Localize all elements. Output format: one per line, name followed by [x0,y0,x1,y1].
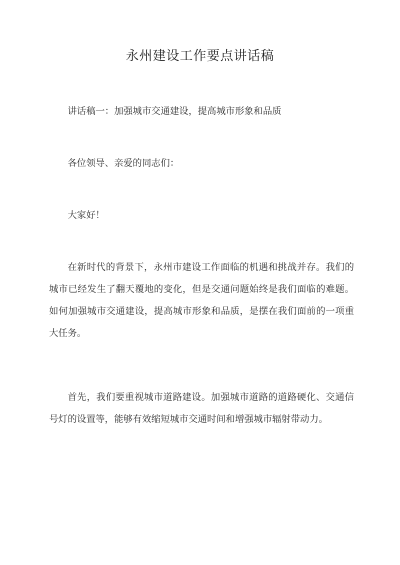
salutation-paragraph: 各位领导、亲爱的同志们： [67,158,180,169]
speech-heading-paragraph: 讲话稿一：加强城市交通建设，提高城市形象和品质 [67,106,282,117]
body-paragraph-intro: 在新时代的背景下，永州市建设工作面临的机遇和挑战并存。我们的城市已经发生了翻天覆地的变化，但是交通问题始终是我们面临的难题。如何加强城市交通建设，提高城市形象和品质，是摆在我们面前的一项重大任务。 [49,262,354,339]
document-title: 永州建设工作要点讲话稿 [125,49,275,64]
body-paragraph-roads: 首先，我们要重视城市道路建设。加强城市道路的道路硬化、交通信号灯的设置等，能够有效缩短城市交通时间和增强城市辐射带动力。 [49,392,354,425]
greeting-paragraph: 大家好！ [67,210,105,221]
